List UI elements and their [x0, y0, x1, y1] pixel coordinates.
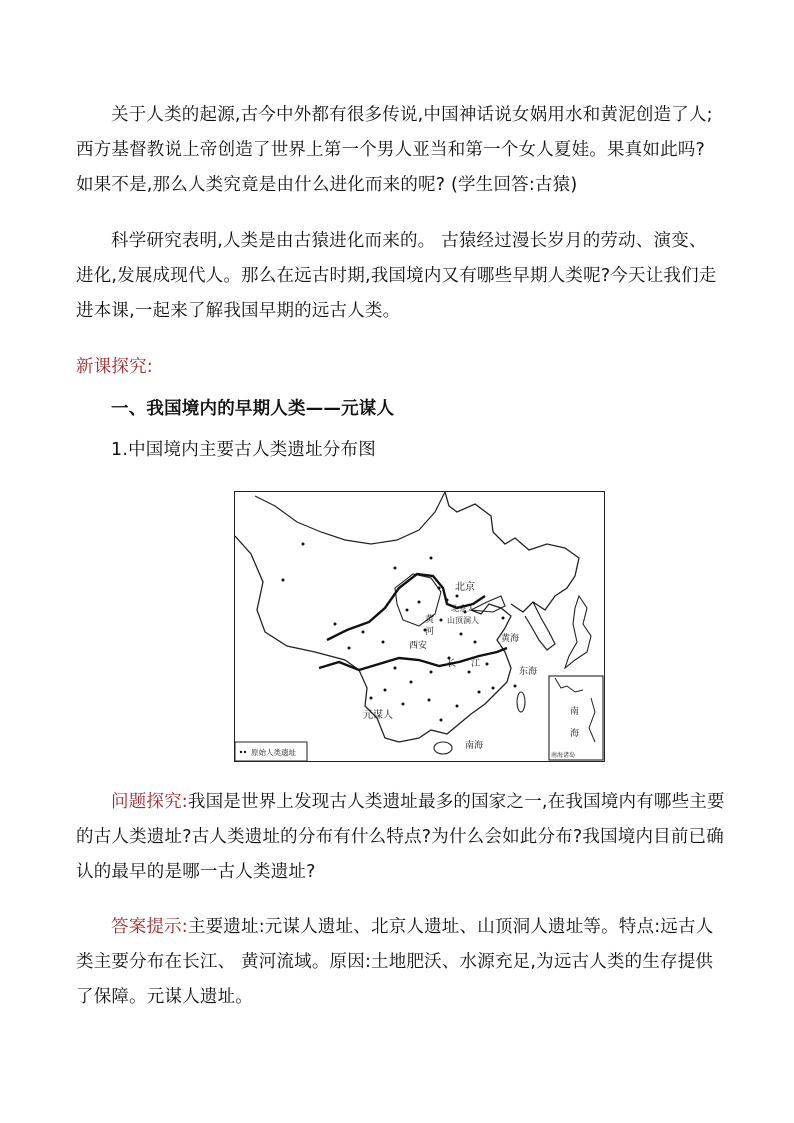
taiwan-outline	[517, 692, 525, 712]
map-drawing	[235, 492, 604, 761]
question-text: 我国是世界上发现古人类遗址最多的国家之一,在我国境内有哪些主要的古人类遗址?古人类遗址的分布有什么特点?为什么会如此分布?我国境内目前已确认的最早的是哪一古人类遗址?	[76, 792, 725, 882]
map-legend	[235, 742, 307, 761]
question-paragraph	[76, 785, 726, 890]
inset-label-hai: 海	[570, 729, 580, 739]
shandong-outline	[471, 596, 505, 612]
inset-label-nan: 南	[570, 707, 580, 717]
label-donghai: 东海	[519, 667, 538, 677]
label-beijingren: 北京人	[451, 604, 475, 613]
label-shandingdongren: 山顶洞人	[447, 616, 479, 625]
answer-paragraph	[76, 910, 726, 1015]
label-huanghai: 黄海	[501, 634, 520, 644]
label-yuanmouren: 元谋人	[363, 710, 393, 721]
japan-outline	[565, 596, 591, 668]
label-changjiang-1: 长	[447, 659, 457, 669]
label-changjiang-2: 江	[471, 659, 481, 669]
legend-label: 原始人类遗址	[251, 748, 296, 757]
hainan-outline	[434, 742, 452, 754]
subsection-title: 1.中国境内主要古人类遗址分布图	[111, 440, 376, 460]
section-label: 新课探究:	[76, 357, 153, 377]
ancient-sites-map	[234, 491, 605, 762]
label-nanhai: 南海	[465, 741, 484, 751]
south-sea-inset	[549, 676, 603, 760]
label-huanghe-2: 河	[425, 627, 435, 637]
north-border	[255, 492, 445, 544]
answer-text: 主要遗址:元谋人遗址、北京人遗址、山顶洞人遗址等。特点:远古人类主要分布在长江、 黄河流域。原因:土地肥沃、水源充足,为远古人类的生存提供了保障。元谋人遗址。	[76, 917, 714, 1007]
label-beijing: 北京	[455, 582, 475, 593]
northeast-border	[445, 492, 579, 612]
section-title: 一、我国境内的早期人类——元谋人	[111, 399, 395, 419]
question-label: 问题探究:	[111, 792, 188, 812]
intro-paragraph-1: 关于人类的起源,古今中外都有很多传说,中国神话说女娲用水和黄泥创造了人;西方基督教说上帝创造了世界上第一个男人亚当和第一个女人夏娃。果真如此吗? 如果不是,那么人类究竟是由什么进化而来的呢? (学生回答:古猿)	[76, 105, 713, 195]
inset-caption: 南海诸岛	[551, 752, 576, 759]
korea-outline	[525, 602, 555, 650]
site-dots	[282, 543, 520, 722]
label-xian: 西安	[409, 641, 428, 651]
answer-label: 答案提示:	[111, 917, 188, 937]
label-huanghe-1: 黄	[425, 615, 435, 625]
intro-paragraph-2: 科学研究表明,人类是由古猿进化而来的。 古猿经过漫长岁月的劳动、演变、 进化,发展成现代人。那么在远古时期,我国境内又有哪些早期人类呢?今天让我们走进本课,一起来了解我国早期的远古人类。	[76, 231, 717, 321]
plateau-outline	[395, 574, 441, 626]
